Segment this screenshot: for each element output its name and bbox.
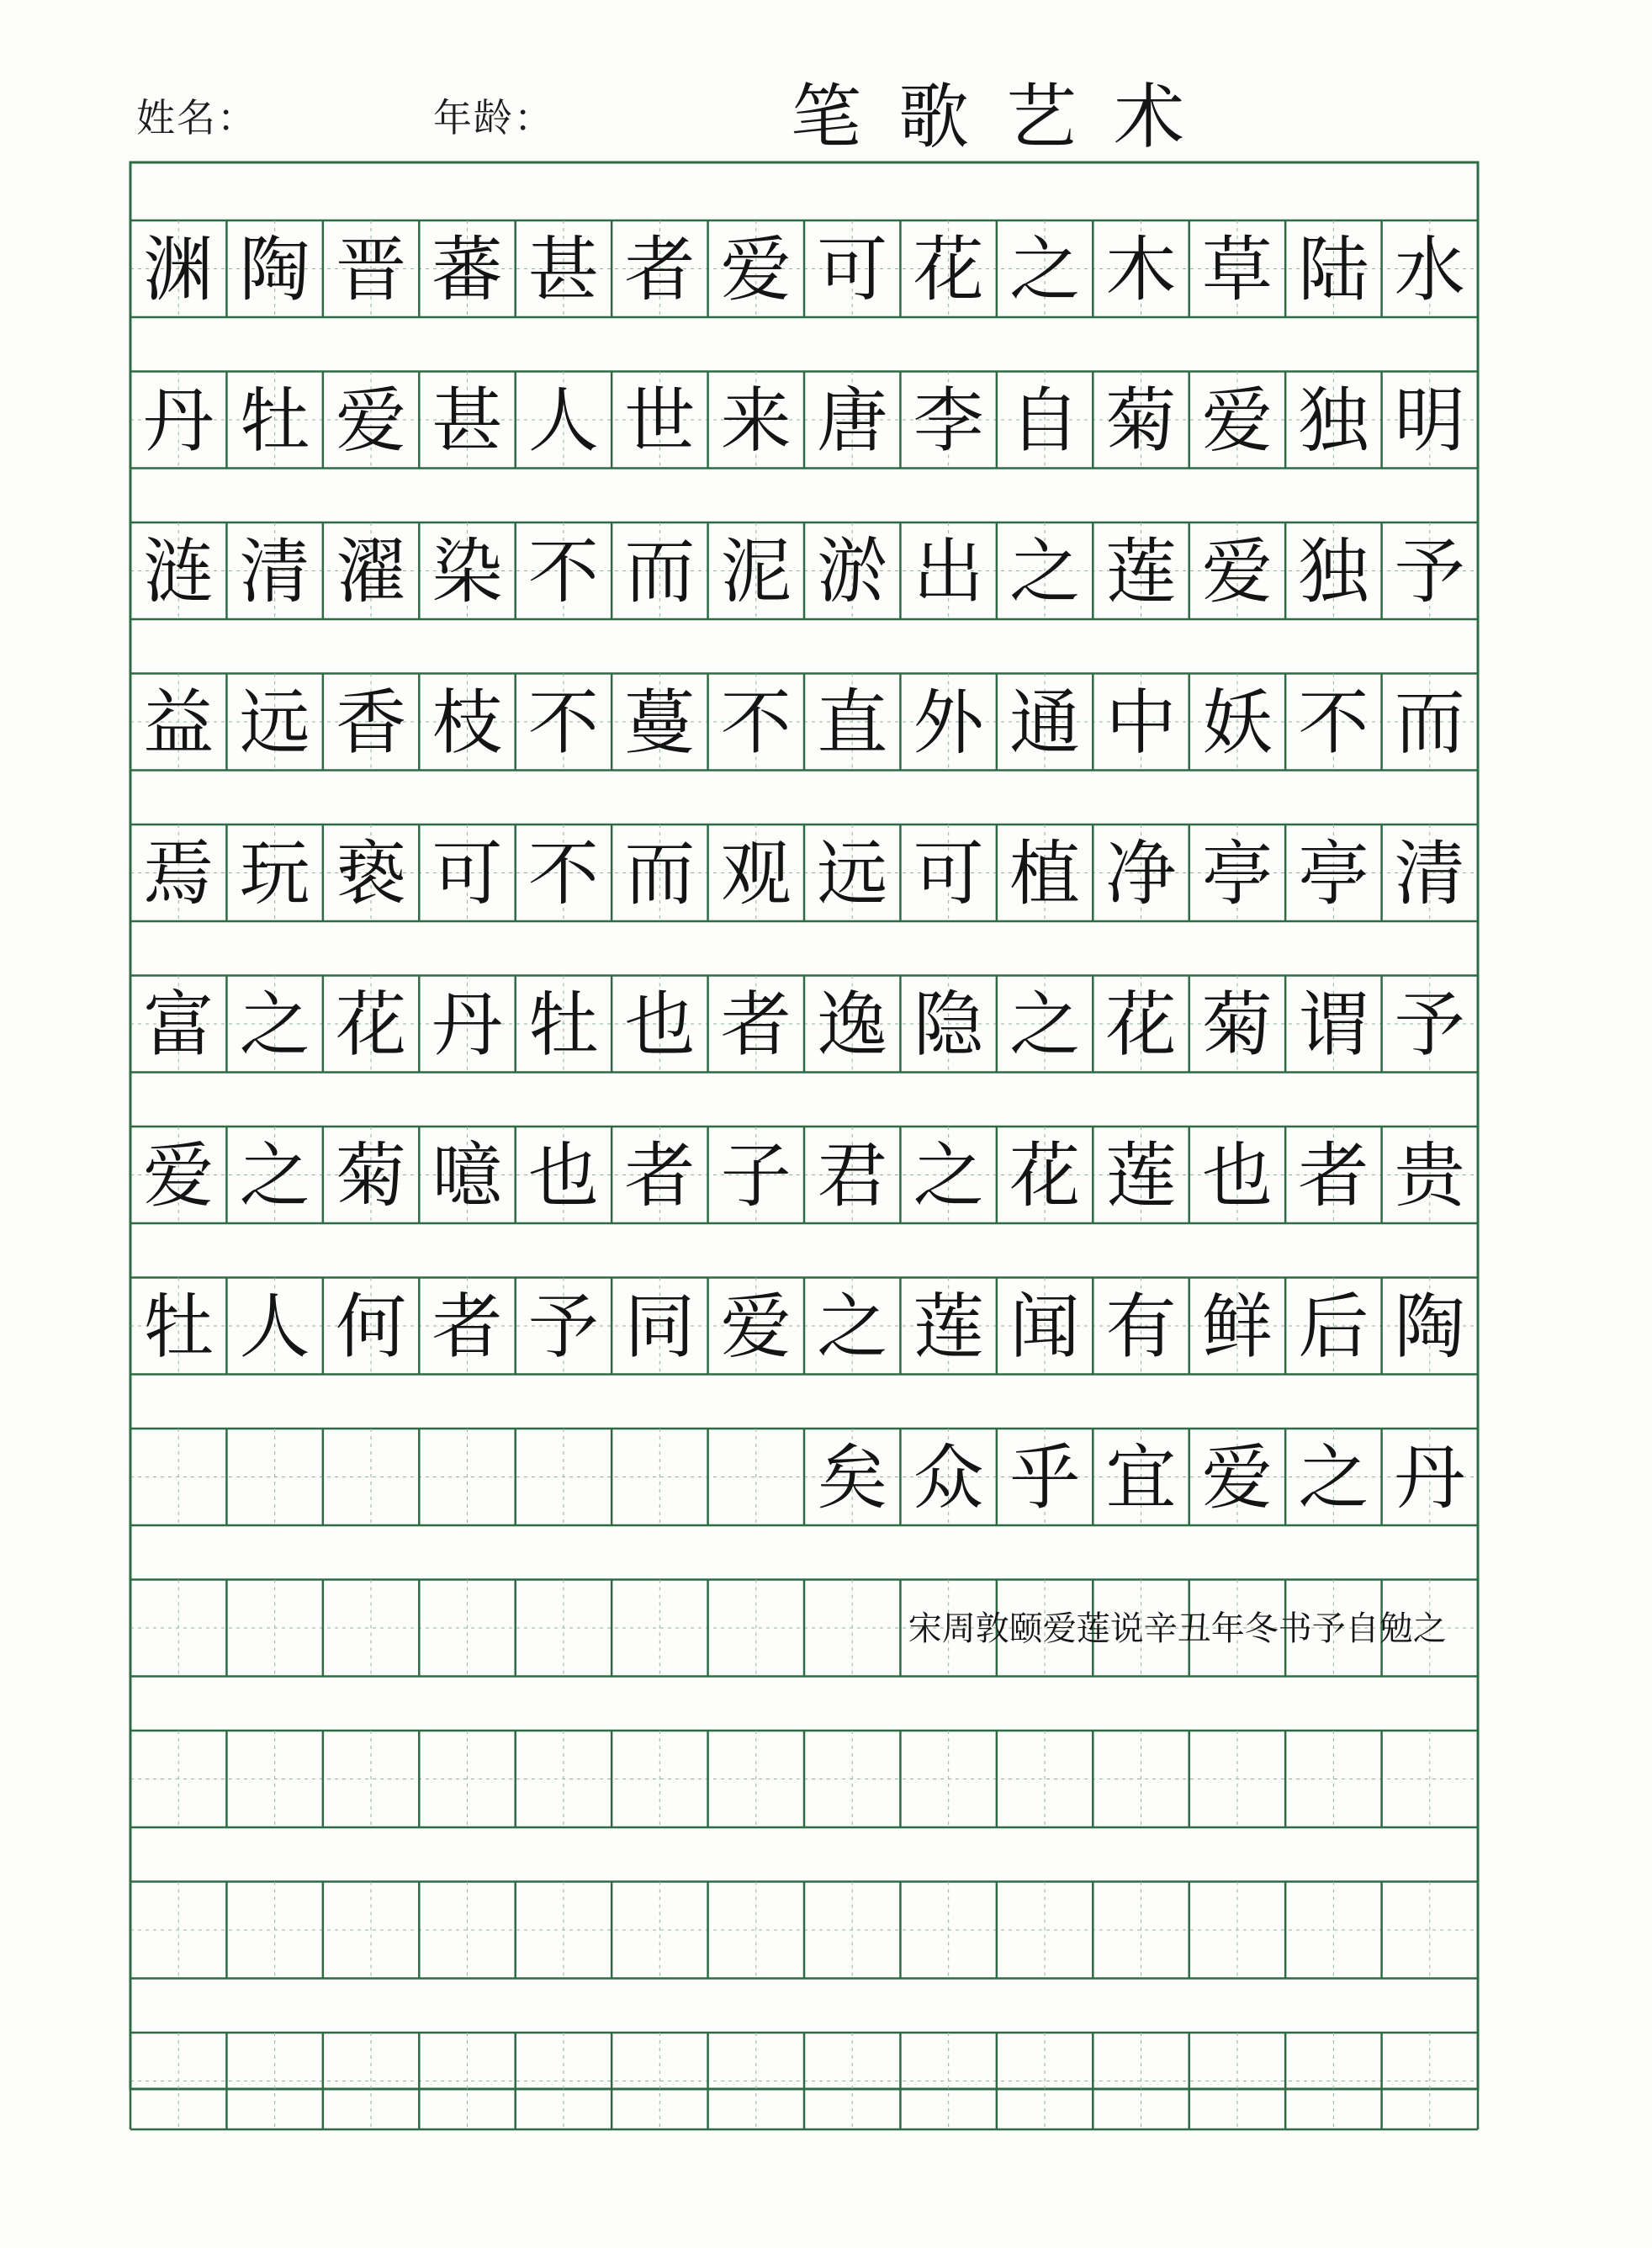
grid-character: 之 — [1009, 228, 1081, 311]
grid-character: 甚 — [527, 228, 599, 311]
grid-character: 泥 — [720, 530, 792, 613]
grid-character: 清 — [239, 530, 310, 613]
grid-character: 涟 — [143, 530, 214, 613]
grid-character: 不 — [527, 530, 599, 613]
grid-character: 陶 — [239, 228, 310, 311]
grid-character: 唐 — [817, 379, 888, 462]
grid-character: 有 — [1105, 1286, 1177, 1368]
grid-character: 世 — [624, 379, 696, 462]
grid-character: 不 — [527, 832, 599, 915]
grid-character: 自 — [1009, 379, 1081, 462]
grid-character: 之 — [1298, 1436, 1369, 1519]
grid-character: 亵 — [336, 832, 407, 915]
grid-character: 香 — [336, 681, 407, 764]
grid-character: 亭 — [1298, 832, 1369, 915]
grid-character: 不 — [720, 681, 792, 764]
grid-character: 者 — [1298, 1134, 1369, 1217]
grid-character: 子 — [720, 1134, 792, 1217]
grid-character: 噫 — [432, 1134, 503, 1217]
grid-character: 予 — [527, 1286, 599, 1368]
grid-character: 者 — [624, 1134, 696, 1217]
grid-row — [130, 1580, 1478, 1677]
grid-row — [130, 1731, 1478, 1827]
signature-text: 宋周敦颐爱莲说辛丑年冬书予自勉之 — [908, 1609, 1447, 1648]
grid-character: 亭 — [1201, 832, 1273, 915]
grid-character: 来 — [720, 379, 792, 462]
grid-character: 矣 — [817, 1436, 888, 1519]
grid-character: 濯 — [336, 530, 407, 613]
grid-character: 丹 — [1394, 1436, 1465, 1519]
grid-character: 花 — [1105, 984, 1177, 1066]
grid-row — [130, 1882, 1478, 1979]
grid-character: 焉 — [143, 832, 214, 915]
grid-character: 爱 — [720, 1286, 792, 1368]
grid-character: 人 — [239, 1286, 310, 1368]
grid-character: 牡 — [143, 1286, 214, 1368]
grid-character: 之 — [1009, 984, 1081, 1066]
grid-character: 宜 — [1105, 1436, 1177, 1519]
grid-character: 后 — [1298, 1286, 1369, 1368]
grid-character: 何 — [336, 1286, 407, 1368]
grid-character: 陶 — [1394, 1286, 1465, 1368]
grid-character: 而 — [624, 530, 696, 613]
grid-character: 之 — [239, 984, 310, 1066]
grid-character: 妖 — [1201, 681, 1273, 764]
grid-character: 闻 — [1009, 1286, 1081, 1368]
grid-character: 可 — [817, 228, 888, 311]
grid-row — [130, 1429, 1478, 1525]
grid-character: 染 — [432, 530, 503, 613]
grid-character: 明 — [1394, 379, 1465, 462]
grid-character: 花 — [336, 984, 407, 1066]
grid-character: 爱 — [1201, 379, 1273, 462]
grid-character: 外 — [913, 681, 984, 764]
grid-character: 益 — [143, 681, 214, 764]
grid-character: 独 — [1298, 530, 1369, 613]
grid-character: 爱 — [1201, 530, 1273, 613]
grid-character: 君 — [817, 1134, 888, 1217]
grid-character: 莲 — [1105, 1134, 1177, 1217]
grid-character: 鲜 — [1201, 1286, 1273, 1368]
grid-character: 逸 — [817, 984, 888, 1066]
grid-character: 草 — [1201, 228, 1273, 311]
grid-character: 予 — [1394, 530, 1465, 613]
grid-row — [130, 522, 1478, 619]
grid-character: 莲 — [913, 1286, 984, 1368]
grid-character: 同 — [624, 1286, 696, 1368]
grid-character: 予 — [1394, 984, 1465, 1066]
grid-character: 出 — [913, 530, 984, 613]
grid-character: 清 — [1394, 832, 1465, 915]
page-title: 笔歌艺术 — [791, 76, 1222, 158]
grid-character: 蔓 — [624, 681, 696, 764]
grid-character: 者 — [720, 984, 792, 1066]
grid-character: 陆 — [1298, 228, 1369, 311]
grid-row — [130, 1278, 1478, 1375]
grid-character: 远 — [239, 681, 310, 764]
grid-character: 而 — [1394, 681, 1465, 764]
grid-character: 者 — [432, 1286, 503, 1368]
grid-character: 净 — [1105, 832, 1177, 915]
grid-row — [130, 976, 1478, 1073]
grid-row — [130, 220, 1478, 317]
grid-character: 独 — [1298, 379, 1369, 462]
grid-character: 也 — [1201, 1134, 1273, 1217]
grid-character: 爱 — [336, 379, 407, 462]
grid-character: 牡 — [239, 379, 310, 462]
grid-character: 直 — [817, 681, 888, 764]
grid-character: 李 — [913, 379, 984, 462]
grid-character: 玩 — [239, 832, 310, 915]
grid-row — [130, 674, 1478, 771]
grid-character: 人 — [527, 379, 599, 462]
grid-row — [130, 372, 1478, 469]
grid-character: 远 — [817, 832, 888, 915]
grid-character: 爱 — [1201, 1436, 1273, 1519]
grid-character: 通 — [1009, 681, 1081, 764]
grid-character: 枝 — [432, 681, 503, 764]
grid-character: 淤 — [817, 530, 888, 613]
name-label: 姓名： — [136, 95, 257, 140]
grid-character: 观 — [720, 832, 792, 915]
grid-character: 爱 — [720, 228, 792, 311]
grid-character: 菊 — [336, 1134, 407, 1217]
grid-character: 甚 — [432, 379, 503, 462]
grid-character: 菊 — [1105, 379, 1177, 462]
grid-character: 之 — [1009, 530, 1081, 613]
grid-character: 者 — [624, 228, 696, 311]
grid-character: 而 — [624, 832, 696, 915]
grid-character: 众 — [913, 1436, 984, 1519]
grid-character: 也 — [624, 984, 696, 1066]
grid-character: 不 — [527, 681, 599, 764]
grid-character: 隐 — [913, 984, 984, 1066]
grid-character: 可 — [913, 832, 984, 915]
grid-character: 木 — [1105, 228, 1177, 311]
grid-character: 丹 — [143, 379, 214, 462]
grid-character: 谓 — [1298, 984, 1369, 1066]
grid-character: 也 — [527, 1134, 599, 1217]
grid-character: 牡 — [527, 984, 599, 1066]
grid-character: 莲 — [1105, 530, 1177, 613]
grid-character: 水 — [1394, 228, 1465, 311]
grid-character: 花 — [913, 228, 984, 311]
grid-character: 不 — [1298, 681, 1369, 764]
grid-row — [130, 824, 1478, 921]
grid-character: 中 — [1105, 681, 1177, 764]
grid-character: 可 — [432, 832, 503, 915]
grid-character: 花 — [1009, 1134, 1081, 1217]
grid-character: 乎 — [1009, 1436, 1081, 1519]
grid-row — [130, 2033, 1478, 2129]
grid-character: 爱 — [143, 1134, 214, 1217]
age-label: 年龄： — [433, 95, 554, 140]
grid-character: 菊 — [1201, 984, 1273, 1066]
grid-character: 贵 — [1394, 1134, 1465, 1217]
grid-row — [130, 1127, 1478, 1223]
grid-character: 之 — [913, 1134, 984, 1217]
grid-character: 之 — [817, 1286, 888, 1368]
grid-character: 富 — [143, 984, 214, 1066]
grid-character: 丹 — [432, 984, 503, 1066]
grid-character: 晋 — [336, 228, 407, 311]
grid-character: 蕃 — [432, 228, 503, 311]
grid-character: 植 — [1009, 832, 1081, 915]
grid-character: 渊 — [143, 228, 214, 311]
grid-character: 之 — [239, 1134, 310, 1217]
